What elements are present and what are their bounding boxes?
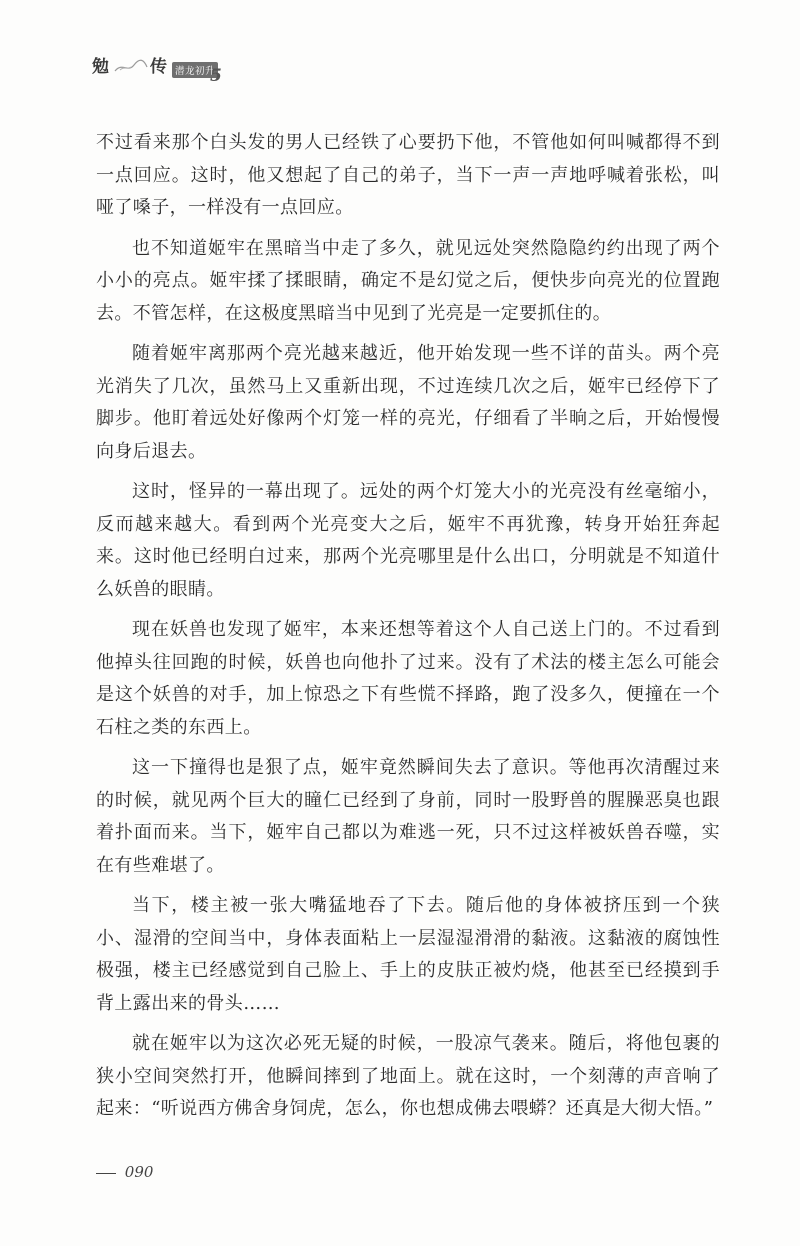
paragraph: 不过看来那个白头发的男人已经铁了心要扔下他，不管他如何叫喊都得不到一点回应。这时，他又想起了自己的弟子，当下一声一声地呼喊着张松，叫哑了嗓子，一样没有一点回应。 bbox=[96, 132, 720, 218]
body-text bbox=[96, 127, 720, 1134]
page-number: 090 bbox=[124, 1163, 154, 1181]
folio-dash bbox=[96, 1173, 116, 1174]
running-header bbox=[92, 52, 292, 92]
paragraph: 现在妖兽也发现了姬牢，本来还想等着这个人自己送上门的。不过看到他掉头往回跑的时候，妖兽也向他扑了过来。没有了术法的楼主怎么可能会是这个妖兽的对手，加上惊恐之下有些慌不择路，跑了没多久，便撞在一个石柱之类的东西上。 bbox=[96, 619, 720, 738]
paragraph: 就在姬牢以为这次必死无疑的时候，一股凉气袭来。随后，将他包裹的狭小空间突然打开，他瞬间摔到了地面上。就在这时，一个刻薄的声音响了起来：“听说西方佛舍身饲虎，怎么，你也想成佛去喂蟒？还真是大彻大悟。” bbox=[96, 1033, 720, 1119]
paragraph: 这时，怪异的一幕出现了。远处的两个灯笼大小的光亮没有丝毫缩小，反而越来越大。看到两个光亮变大之后，姬牢不再犹豫，转身开始狂奔起来。这时他已经明白过来，那两个光亮哪里是什么出口，分明就是不知道什么妖兽的眼睛。 bbox=[96, 481, 720, 600]
header-title-char-1: 勉 bbox=[92, 57, 109, 77]
paragraph: 也不知道姬牢在黑暗当中走了多久，就见远处突然隐隐约约出现了两个小小的亮点。姬牢揉了揉眼睛，确定不是幻觉之后，便快步向亮光的位置跑去。不管怎样，在这极度黑暗当中见到了光亮是一定要抓住的。 bbox=[96, 237, 720, 324]
header-subtitle: 潜龙初升 bbox=[172, 62, 218, 78]
paragraph: 当下，楼主被一张大嘴猛地吞了下去。随后他的身体被挤压到一个狭小、湿滑的空间当中，身体表面粘上一层湿湿滑滑的黏液。这黏液的腐蚀性极强，楼主已经感觉到自己脸上、手上的皮肤正被灼烧，他甚至已经摸到手背上露出来的骨头…… bbox=[96, 895, 720, 1014]
header-flourish-ornament bbox=[114, 58, 148, 74]
header-volume-number: 5 bbox=[210, 66, 222, 86]
page-footer bbox=[96, 1163, 153, 1181]
paragraph: 这一下撞得也是狠了点，姬牢竟然瞬间失去了意识。等他再次清醒过来的时候，就见两个巨大的瞳仁已经到了身前，同时一股野兽的腥臊恶臭也跟着扑面而来。当下，姬牢自己都以为难逃一死，只不过这样被妖兽吞噬，实在有些难堪了。 bbox=[96, 757, 720, 876]
header-title-char-2: 传 bbox=[150, 57, 167, 77]
paragraph: 随着姬牢离那两个亮光越来越近，他开始发现一些不详的苗头。两个亮光消失了几次，虽然马上又重新出现，不过连续几次之后，姬牢已经停下了脚步。他盯着远处好像两个灯笼一样的亮光，仔细看了半晌之后，开始慢慢向身后退去。 bbox=[96, 343, 720, 462]
